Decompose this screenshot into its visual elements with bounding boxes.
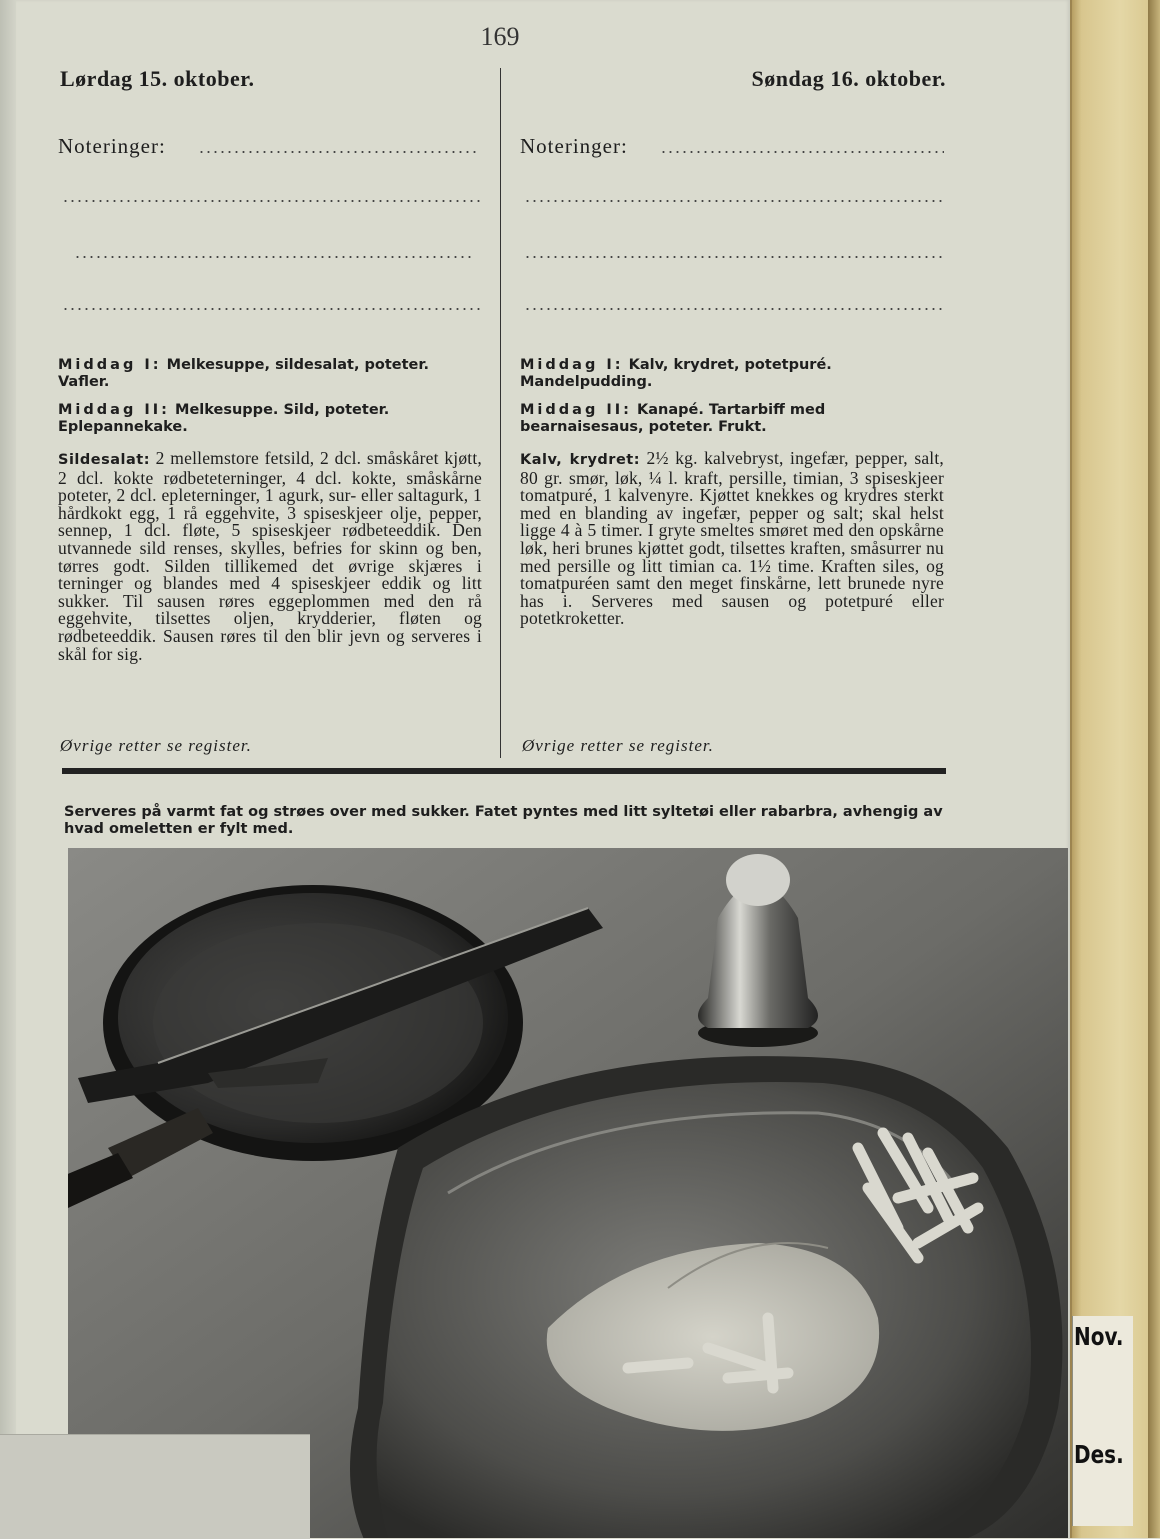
recipe — [58, 450, 482, 663]
page-edge — [0, 0, 16, 1538]
recipe-text: 2 mellemstore fetsild, 2 dcl. småskåret kjøtt, 2 dcl. kokte rødbeteterninger, 4 dcl. kokte, småskårne poteter, 2 dcl. epleterninger, 1 agurk, sur- eller saltagurk, 1 hårdkokt egg, 1 rå eggehvite, 3 spiseskjeer olje, pepper, sennep, 1 dcl. fløte, 5 spiseskjeer rødbeteeddik. Den utvannede sild renses, skylles, befries for skinn og ben, tørres godt. Silden tillikemed det øvrige skjæres i terninger og blandes med 4 spiseskjeer eddik og litt sukker. Til sausen røres eggeplommen med den rå eggehvite, tilsettes oljen, krydderier, fløten og rødbeteeddik. Sausen røres til den blir jevn og serveres i skål for sig. — [58, 448, 482, 664]
register-note: Øvrige retter se register. — [522, 736, 714, 755]
dinner-2 — [58, 402, 482, 436]
notes-line — [62, 308, 480, 310]
dinner-menu: Kanapé. Tartarbiff med bearnaisesaus, poteter. Frukt. — [520, 402, 826, 435]
dinner-2 — [520, 402, 944, 436]
dinner-label: Middag II: — [520, 402, 632, 418]
notes-line — [524, 308, 944, 310]
notes-line — [524, 200, 944, 202]
dinner-1 — [58, 357, 482, 391]
dinner-1 — [520, 357, 944, 391]
tab-december[interactable]: Des. — [1074, 1440, 1124, 1469]
notes-label: Noteringer: — [520, 134, 628, 158]
day-title: Lørdag 15. oktober. — [60, 66, 255, 91]
notes-line — [74, 256, 472, 258]
day-title: Søndag 16. oktober. — [751, 66, 946, 91]
notes-line — [524, 256, 944, 258]
dinner-label: Middag II: — [58, 402, 170, 418]
recipe — [520, 450, 944, 628]
book-edge — [1148, 0, 1160, 1538]
tab-november[interactable]: Nov. — [1074, 1322, 1124, 1351]
dinner-menu: Melkesuppe. Sild, poteter. Eplepannekake. — [58, 402, 390, 435]
index-tab-strip — [1070, 0, 1152, 1538]
page-number: 169 — [480, 22, 520, 51]
dinner-label: Middag I: — [58, 357, 162, 373]
dinner-menu: Kalv, krydret, potetpuré. Mandelpudding. — [520, 357, 832, 390]
notes-line — [660, 151, 944, 153]
notes-line — [62, 200, 480, 202]
dinner-label: Middag I: — [520, 357, 624, 373]
recipe-name: Sildesalat: — [58, 452, 150, 468]
notes-line — [198, 151, 480, 153]
dinner-menu: Melkesuppe, sildesalat, poteter. Vafler. — [58, 357, 429, 390]
recipe-name: Kalv, krydret: — [520, 452, 641, 468]
recipe-text: 2½ kg. kalvebryst, ingefær, pepper, salt, 80 gr. smør, løk, ¼ l. kraft, persille, timian, 3 spiseskjeer tomatpuré, 1 kalvenyre. Kjøttet knekkes og krydres sterkt med en blanding av ingefær, pepper og salt; skal helst ligge 4 à 5 timer. I gryte smeltes smøret med den opskårne løk, heri brunes kjøttet godt, tilsettes kraften, småsurrer nu med persille og litt timian ca. 1½ time. Kraften siles, og tomatpuréen samt den meget finskårne, lett brunede nyre has i. Serveres med sausen og potetpuré eller potetkroketter. — [520, 448, 944, 629]
section-rule — [62, 768, 946, 774]
register-note: Øvrige retter se register. — [60, 736, 252, 755]
notes-label: Noteringer: — [58, 134, 166, 158]
library-label — [0, 1434, 310, 1539]
photo-caption: Serveres på varmt fat og strøes over med sukker. Fatet pyntes med litt syltetøi eller rabarbra, avhengig av hvad omeletten er fylt med. — [64, 804, 943, 837]
column-divider — [500, 68, 501, 758]
